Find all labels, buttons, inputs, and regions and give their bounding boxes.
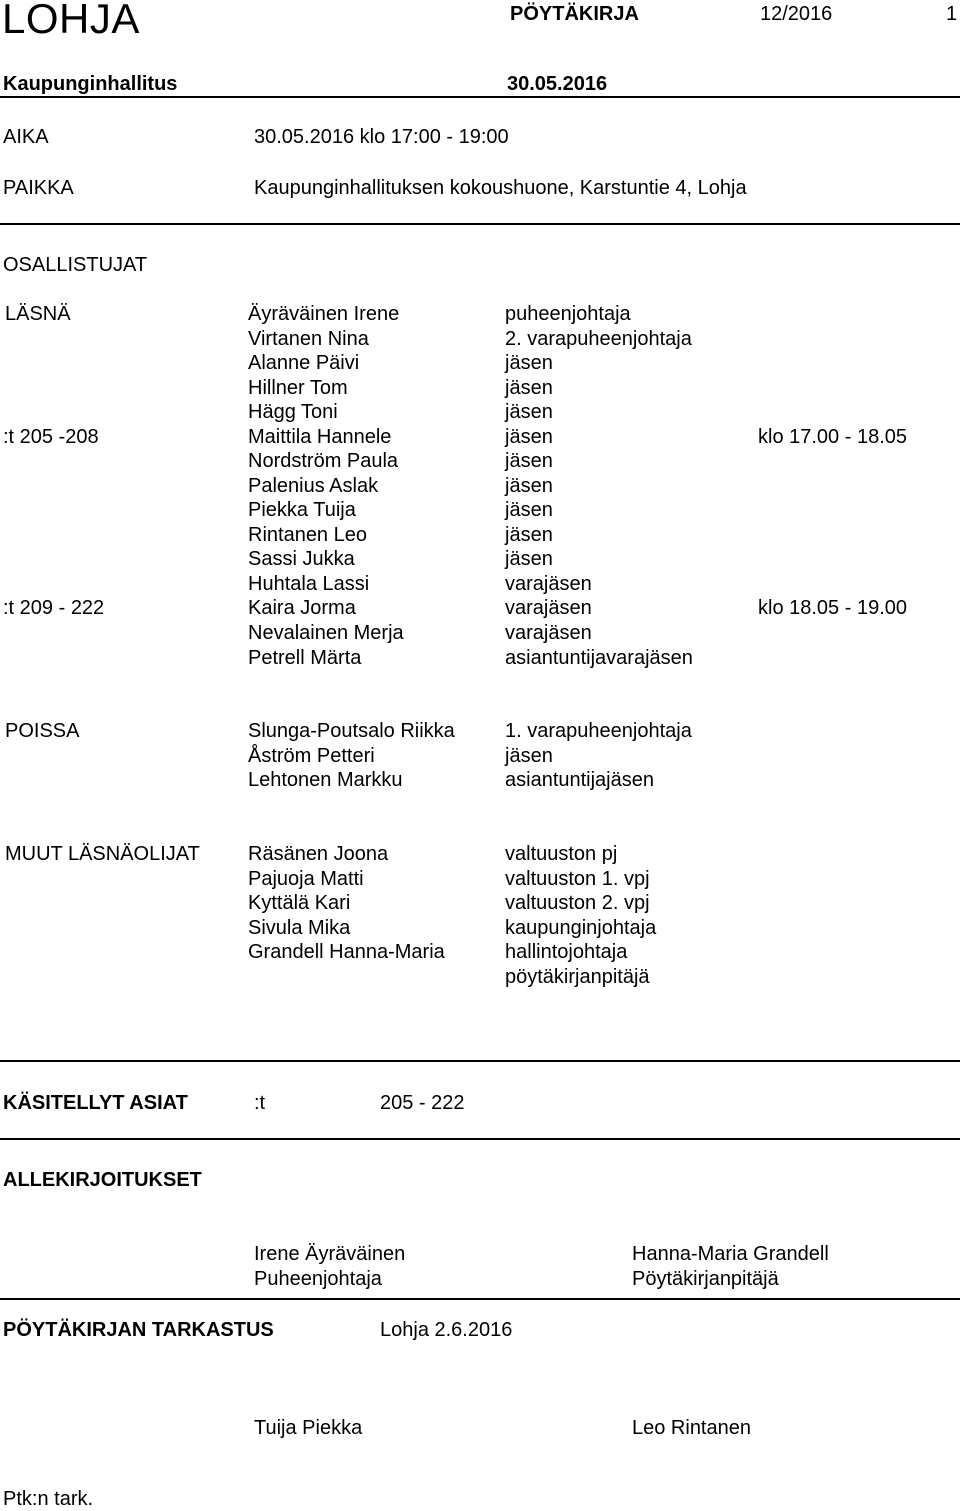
participant-role: jäsen [505, 352, 553, 374]
participant-name: Huhtala Lassi [248, 573, 370, 595]
page-number: 1 [946, 3, 958, 25]
participant-name: Nevalainen Merja [248, 622, 404, 644]
participant-time: klo 17.00 - 18.05 [758, 426, 907, 448]
absent-name: Slunga-Poutsalo Riikka [248, 720, 455, 742]
kasitellyt-value: 205 - 222 [380, 1092, 465, 1114]
other-name: Räsänen Joona [248, 843, 389, 865]
participant-name: Maittila Hannele [248, 426, 392, 448]
checker-name: Tuija Piekka [254, 1417, 363, 1439]
participant-role: asiantuntijavarajäsen [505, 647, 693, 669]
participant-role: varajäsen [505, 597, 592, 619]
tarkastus-place-date: Lohja 2.6.2016 [380, 1319, 513, 1341]
signer-title: Puheenjohtaja [254, 1268, 382, 1290]
participant-role: jäsen [505, 401, 553, 423]
other-role: valtuuston pj [505, 843, 618, 865]
other-role: valtuuston 1. vpj [505, 868, 650, 890]
signer-title: Pöytäkirjanpitäjä [632, 1268, 779, 1290]
other-role: pöytäkirjanpitäjä [505, 966, 650, 988]
participant-name: Sassi Jukka [248, 548, 355, 570]
absent-name: Lehtonen Markku [248, 769, 403, 791]
participant-name: Rintanen Leo [248, 524, 367, 546]
lasna-label: LÄSNÄ [5, 303, 71, 325]
participant-name: Hillner Tom [248, 377, 348, 399]
signer-name: Irene Äyräväinen [254, 1243, 406, 1265]
divider [0, 223, 960, 225]
participant-name: Nordström Paula [248, 450, 399, 472]
participant-role: jäsen [505, 548, 553, 570]
participant-role: varajäsen [505, 573, 592, 595]
participant-name: Petrell Märta [248, 647, 362, 669]
participant-name: Äyräväinen Irene [248, 303, 400, 325]
participant-role: jäsen [505, 426, 553, 448]
participant-name: Piekka Tuija [248, 499, 356, 521]
poissa-label: POISSA [5, 720, 80, 742]
participant-role: jäsen [505, 475, 553, 497]
muut-label: MUUT LÄSNÄOLIJAT [5, 843, 200, 865]
checker-name: Leo Rintanen [632, 1417, 751, 1439]
aika-label: AIKA [3, 126, 49, 148]
paikka-label: PAIKKA [3, 177, 74, 199]
participant-name: Virtanen Nina [248, 328, 369, 350]
absent-role: jäsen [505, 745, 553, 767]
logo: LOHJA [2, 0, 140, 42]
footer-note: Ptk:n tark. [3, 1488, 94, 1510]
aika-value: 30.05.2016 klo 17:00 - 19:00 [254, 126, 509, 148]
other-name: Kyttälä Kari [248, 892, 351, 914]
other-name: Pajuoja Matti [248, 868, 364, 890]
doc-type: PÖYTÄKIRJA [510, 3, 639, 25]
divider [0, 1298, 960, 1300]
other-role: valtuuston 2. vpj [505, 892, 650, 914]
divider [0, 96, 960, 98]
allekirjoitukset-label: ALLEKIRJOITUKSET [3, 1169, 202, 1191]
absent-name: Åström Petteri [248, 745, 375, 767]
absent-role: 1. varapuheenjohtaja [505, 720, 692, 742]
participant-role: puheenjohtaja [505, 303, 631, 325]
divider [0, 1060, 960, 1062]
participant-role: varajäsen [505, 622, 592, 644]
other-name: Grandell Hanna-Maria [248, 941, 445, 963]
body-name: Kaupunginhallitus [3, 73, 178, 95]
participant-note: :t 205 -208 [3, 426, 99, 448]
signer-name: Hanna-Maria Grandell [632, 1243, 829, 1265]
kasitellyt-label: KÄSITELLYT ASIAT [3, 1092, 188, 1114]
participant-role: jäsen [505, 524, 553, 546]
doc-number: 12/2016 [760, 3, 833, 25]
participant-role: jäsen [505, 377, 553, 399]
other-role: hallintojohtaja [505, 941, 628, 963]
participant-name: Kaira Jorma [248, 597, 356, 619]
participant-role: jäsen [505, 499, 553, 521]
osallistujat-heading: OSALLISTUJAT [3, 254, 148, 276]
participant-role: 2. varapuheenjohtaja [505, 328, 692, 350]
participant-name: Palenius Aslak [248, 475, 379, 497]
participant-time: klo 18.05 - 19.00 [758, 597, 907, 619]
meeting-date: 30.05.2016 [507, 73, 608, 95]
kasitellyt-prefix: :t [254, 1092, 266, 1114]
participant-note: :t 209 - 222 [3, 597, 105, 619]
other-name: Sivula Mika [248, 917, 351, 939]
divider [0, 1138, 960, 1140]
participant-name: Hägg Toni [248, 401, 338, 423]
absent-role: asiantuntijajäsen [505, 769, 654, 791]
paikka-value: Kaupunginhallituksen kokoushuone, Karstuntie 4, Lohja [254, 177, 747, 199]
participant-name: Alanne Päivi [248, 352, 360, 374]
other-role: kaupunginjohtaja [505, 917, 657, 939]
tarkastus-label: PÖYTÄKIRJAN TARKASTUS [3, 1319, 274, 1341]
participant-role: jäsen [505, 450, 553, 472]
